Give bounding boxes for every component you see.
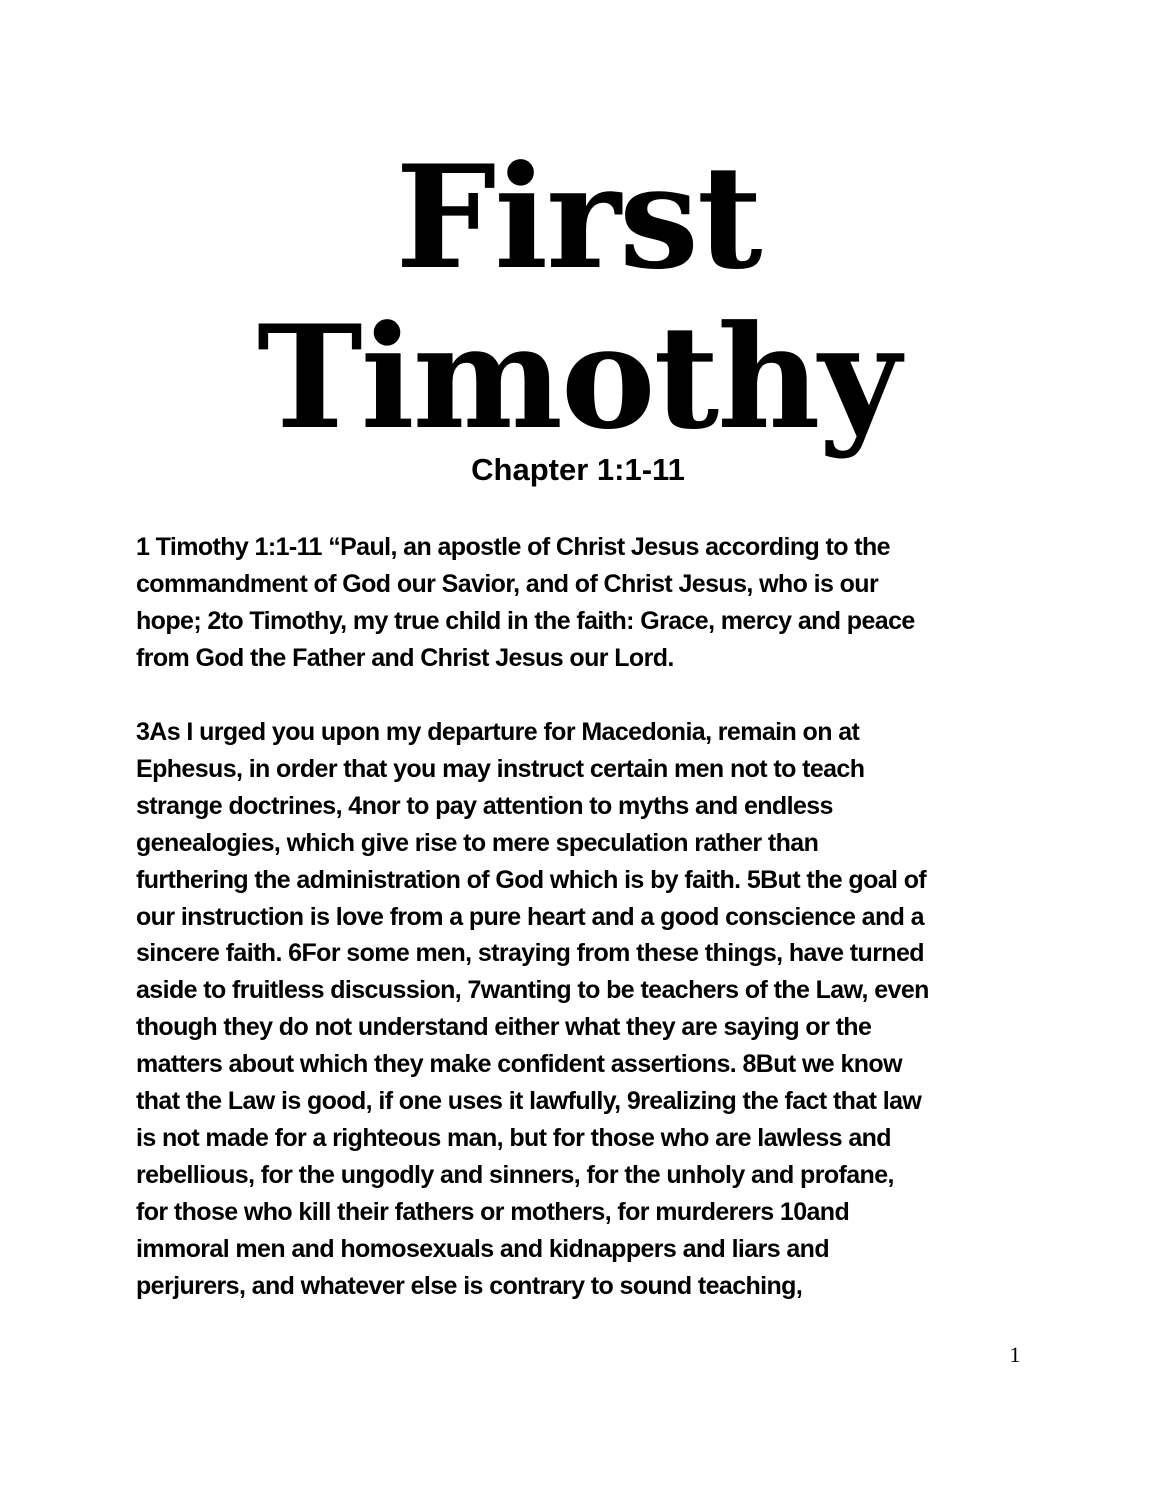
text-line: rebellious, for the ungodly and sinners, for the unholy and profane, [136,1160,894,1189]
chapter-heading: Chapter 1:1-11 [471,452,685,487]
text-line: aside to fruitless discussion, 7wanting to be teachers of the Law, even [136,976,929,1005]
text-line: genealogies, which give rise to mere speculation rather than [136,828,819,857]
text-line: hope; 2to Timothy, my true child in the faith: Grace, mercy and peace [136,606,915,635]
title-line-timothy: Timothy [257,295,899,461]
text-line: for those who kill their fathers or mothers, for murderers 10and [136,1197,850,1226]
text-line: perjurers, and whatever else is contrary to sound teaching, [136,1271,803,1300]
text-line: strange doctrines, 4nor to pay attention to myths and endless [136,791,833,820]
paragraph-verses-1-2 [136,529,1036,677]
title-line-first: First [395,135,761,301]
text-line: sincere faith. 6For some men, straying from these things, have turned [136,939,924,968]
text-line: that the Law is good, if one uses it lawfully, 9realizing the fact that law [136,1087,922,1116]
text-line: is not made for a righteous man, but for those who are lawless and [136,1123,891,1152]
text-line: though they do not understand either what they are saying or the [136,1013,872,1042]
text-line: our instruction is love from a pure heart and a good conscience and a [136,902,924,931]
text-line: commandment of God our Savior, and of Christ Jesus, who is our [136,569,879,598]
page-title [0,135,1156,461]
text-line: 3As I urged you upon my departure for Macedonia, remain on at [136,718,860,746]
text-line: from God the Father and Christ Jesus our Lord. [136,643,674,672]
text-line: immoral men and homosexuals and kidnappers and liars and [136,1234,829,1263]
text-line: Ephesus, in order that you may instruct certain men not to teach [136,754,865,783]
text-line: 1 Timothy 1:1-11 “Paul, an apostle of Christ Jesus according to the [136,533,890,561]
paragraph-verses-3-10 [136,714,1036,1305]
text-line: furthering the administration of God which is by faith. 5But the goal of [136,865,927,894]
text-line: matters about which they make confident assertions. 8But we know [136,1050,902,1079]
page-number: 1 [1009,1342,1021,1367]
